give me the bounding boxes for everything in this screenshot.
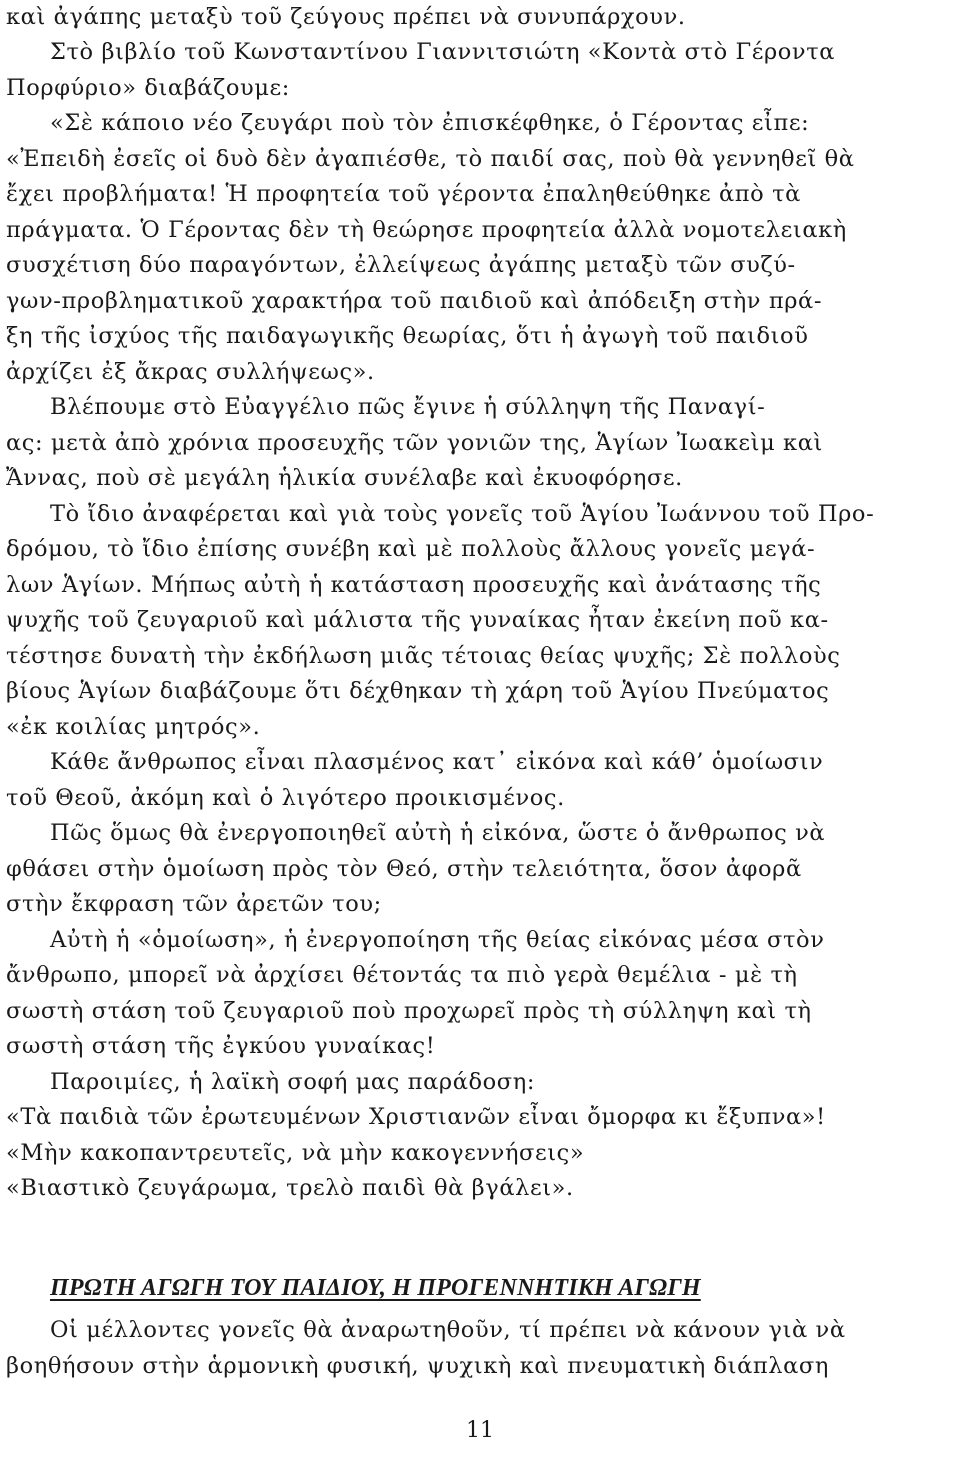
text-line: βίους Ἁγίων διαβάζουμε ὅτι δέχθηκαν τὴ χάρη τοῦ Ἁγίου Πνεύματος xyxy=(6,678,830,704)
text-line: λων Ἁγίων. Μήπως αὐτὴ ἡ κατάσταση προσευχῆς καὶ ἀνάτασης τῆς xyxy=(6,572,822,598)
text-line: ἀρχίζει ἐξ ἄκρας συλλήψεως». xyxy=(6,359,375,385)
text-line: Πῶς ὅμως θὰ ἐνεργοποιηθεῖ αὐτὴ ἡ εἰκόνα, ὥστε ὁ ἄνθρωπος νὰ xyxy=(50,820,826,846)
text-line: σωστὴ στάση τῆς ἐγκύου γυναίκας! xyxy=(6,1033,436,1059)
section-heading: ΠΡΩΤΗ ΑΓΩΓΗ ΤΟΥ ΠΑΙΔΙΟΥ, Η ΠΡΟΓΕΝΝΗΤΙΚΗ ΑΓΩΓΗ xyxy=(50,1275,701,1301)
text-line: Βλέπουμε στὸ Εὐαγγέλιο πῶς ἔγινε ἡ σύλληψη τῆς Παναγί- xyxy=(50,394,766,420)
text-line: Στὸ βιβλίο τοῦ Κωνσταντίνου Γιαννιτσιώτη «Κοντὰ στὸ Γέροντα xyxy=(50,39,836,65)
text-line: «Σὲ κάποιο νέο ζευγάρι ποὺ τὸν ἐπισκέφθηκε, ὁ Γέροντας εἶπε: xyxy=(50,110,810,136)
text-line: βοηθήσουν στὴν ἁρμονικὴ φυσική, ψυχικὴ καὶ πνευματικὴ διάπλαση xyxy=(6,1353,829,1379)
text-line: ἔχει προβλήματα! Ἡ προφητεία τοῦ γέροντα ἐπαληθεύθηκε ἀπὸ τὰ xyxy=(6,181,801,207)
text-line: σωστὴ στάση τοῦ ζευγαριοῦ ποὺ προχωρεῖ πρὸς τὴ σύλληψη καὶ τὴ xyxy=(6,998,812,1024)
text-line: Παροιμίες, ἡ λαϊκὴ σοφή μας παράδοση: xyxy=(50,1069,535,1095)
text-line: Πορφύριο» διαβάζουμε: xyxy=(6,75,290,101)
text-line: «Τὰ παιδιὰ τῶν ἐρωτευμένων Χριστιανῶν εἶναι ὄμορφα κι ἔξυπνα»! xyxy=(6,1104,826,1130)
text-line: ας: μετὰ ἀπὸ χρόνια προσευχῆς τῶν γονιῶν της, Ἁγίων Ἰωακεὶμ καὶ xyxy=(6,430,823,456)
text-line: «ἐκ κοιλίας μητρός». xyxy=(6,714,261,740)
text-line: Αὐτὴ ἡ «ὁμοίωση», ἡ ἐνεργοποίηση τῆς θείας εἰκόνας μέσα στὸν xyxy=(50,927,825,953)
text-line: Τὸ ἴδιο ἀναφέρεται καὶ γιὰ τοὺς γονεῖς τοῦ Ἁγίου Ἰωάννου τοῦ Προ- xyxy=(50,501,875,527)
text-line: στὴν ἔκφραση τῶν ἀρετῶν του; xyxy=(6,891,382,917)
page-number: 11 xyxy=(466,1418,494,1443)
text-line: «Βιαστικὸ ζευγάρωμα, τρελὸ παιδὶ θὰ βγάλει». xyxy=(6,1175,574,1201)
text-line: ψυχῆς τοῦ ζευγαριοῦ καὶ μάλιστα τῆς γυναίκας ἦταν ἐκείνη ποῦ κα- xyxy=(6,607,829,633)
text-line: συσχέτιση δύο παραγόντων, ἐλλείψεως ἀγάπης μεταξὺ τῶν συζύ- xyxy=(6,252,796,278)
text-line: «Ἐπειδὴ ἐσεῖς οἱ δυὸ δὲν ἀγαπιέσθε, τὸ παιδί σας, ποὺ θὰ γεννηθεῖ θὰ xyxy=(6,146,855,172)
text-line: Ἄννας, ποὺ σὲ μεγάλη ἡλικία συνέλαβε καὶ ἐκυοφόρησε. xyxy=(6,465,683,491)
text-line: δρόμου, τὸ ἴδιο ἐπίσης συνέβη καὶ μὲ πολλοὺς ἄλλους γονεῖς μεγά- xyxy=(6,536,816,562)
text-line: τέστησε δυνατὴ τὴν ἐκδήλωση μιᾶς τέτοιας θείας ψυχῆς; Σὲ πολλοὺς xyxy=(6,643,841,669)
text-line: φθάσει στὴν ὁμοίωση πρὸς τὸν Θεό, στὴν τελειότητα, ὅσον ἀφορᾶ xyxy=(6,856,802,882)
text-line: καὶ ἀγάπης μεταξὺ τοῦ ζεύγους πρέπει νὰ συνυπάρχουν. xyxy=(6,4,686,30)
text-line: γων-προβληματικοῦ χαρακτήρα τοῦ παιδιοῦ καὶ ἀπόδειξη στὴν πρά- xyxy=(6,288,823,314)
text-line: ἄνθρωπο, μπορεῖ νὰ ἀρχίσει θέτοντάς τα πιὸ γερὰ θεμέλια - μὲ τὴ xyxy=(6,962,798,988)
text-line: Κάθε ἄνθρωπος εἶναι πλασμένος κατ᾽ εἰκόνα καὶ κάθ’ ὁμοίωσιν xyxy=(50,749,824,775)
text-line: «Μὴν κακοπαντρευτεῖς, νὰ μὴν κακογεννήσεις» xyxy=(6,1140,585,1166)
text-line: ξη τῆς ἰσχύος τῆς παιδαγωγικῆς θεωρίας, ὅτι ἡ ἀγωγὴ τοῦ παιδιοῦ xyxy=(6,323,809,349)
text-line: πράγματα. Ὁ Γέροντας δὲν τὴ θεώρησε προφητεία ἀλλὰ νομοτελειακὴ xyxy=(6,217,847,243)
text-line: τοῦ Θεοῦ, ἀκόμη καὶ ὁ λιγότερο προικισμένος. xyxy=(6,785,565,811)
text-line: Οἱ μέλλοντες γονεῖς θὰ ἀναρωτηθοῦν, τί πρέπει νὰ κάνουν γιὰ νὰ xyxy=(50,1317,846,1343)
